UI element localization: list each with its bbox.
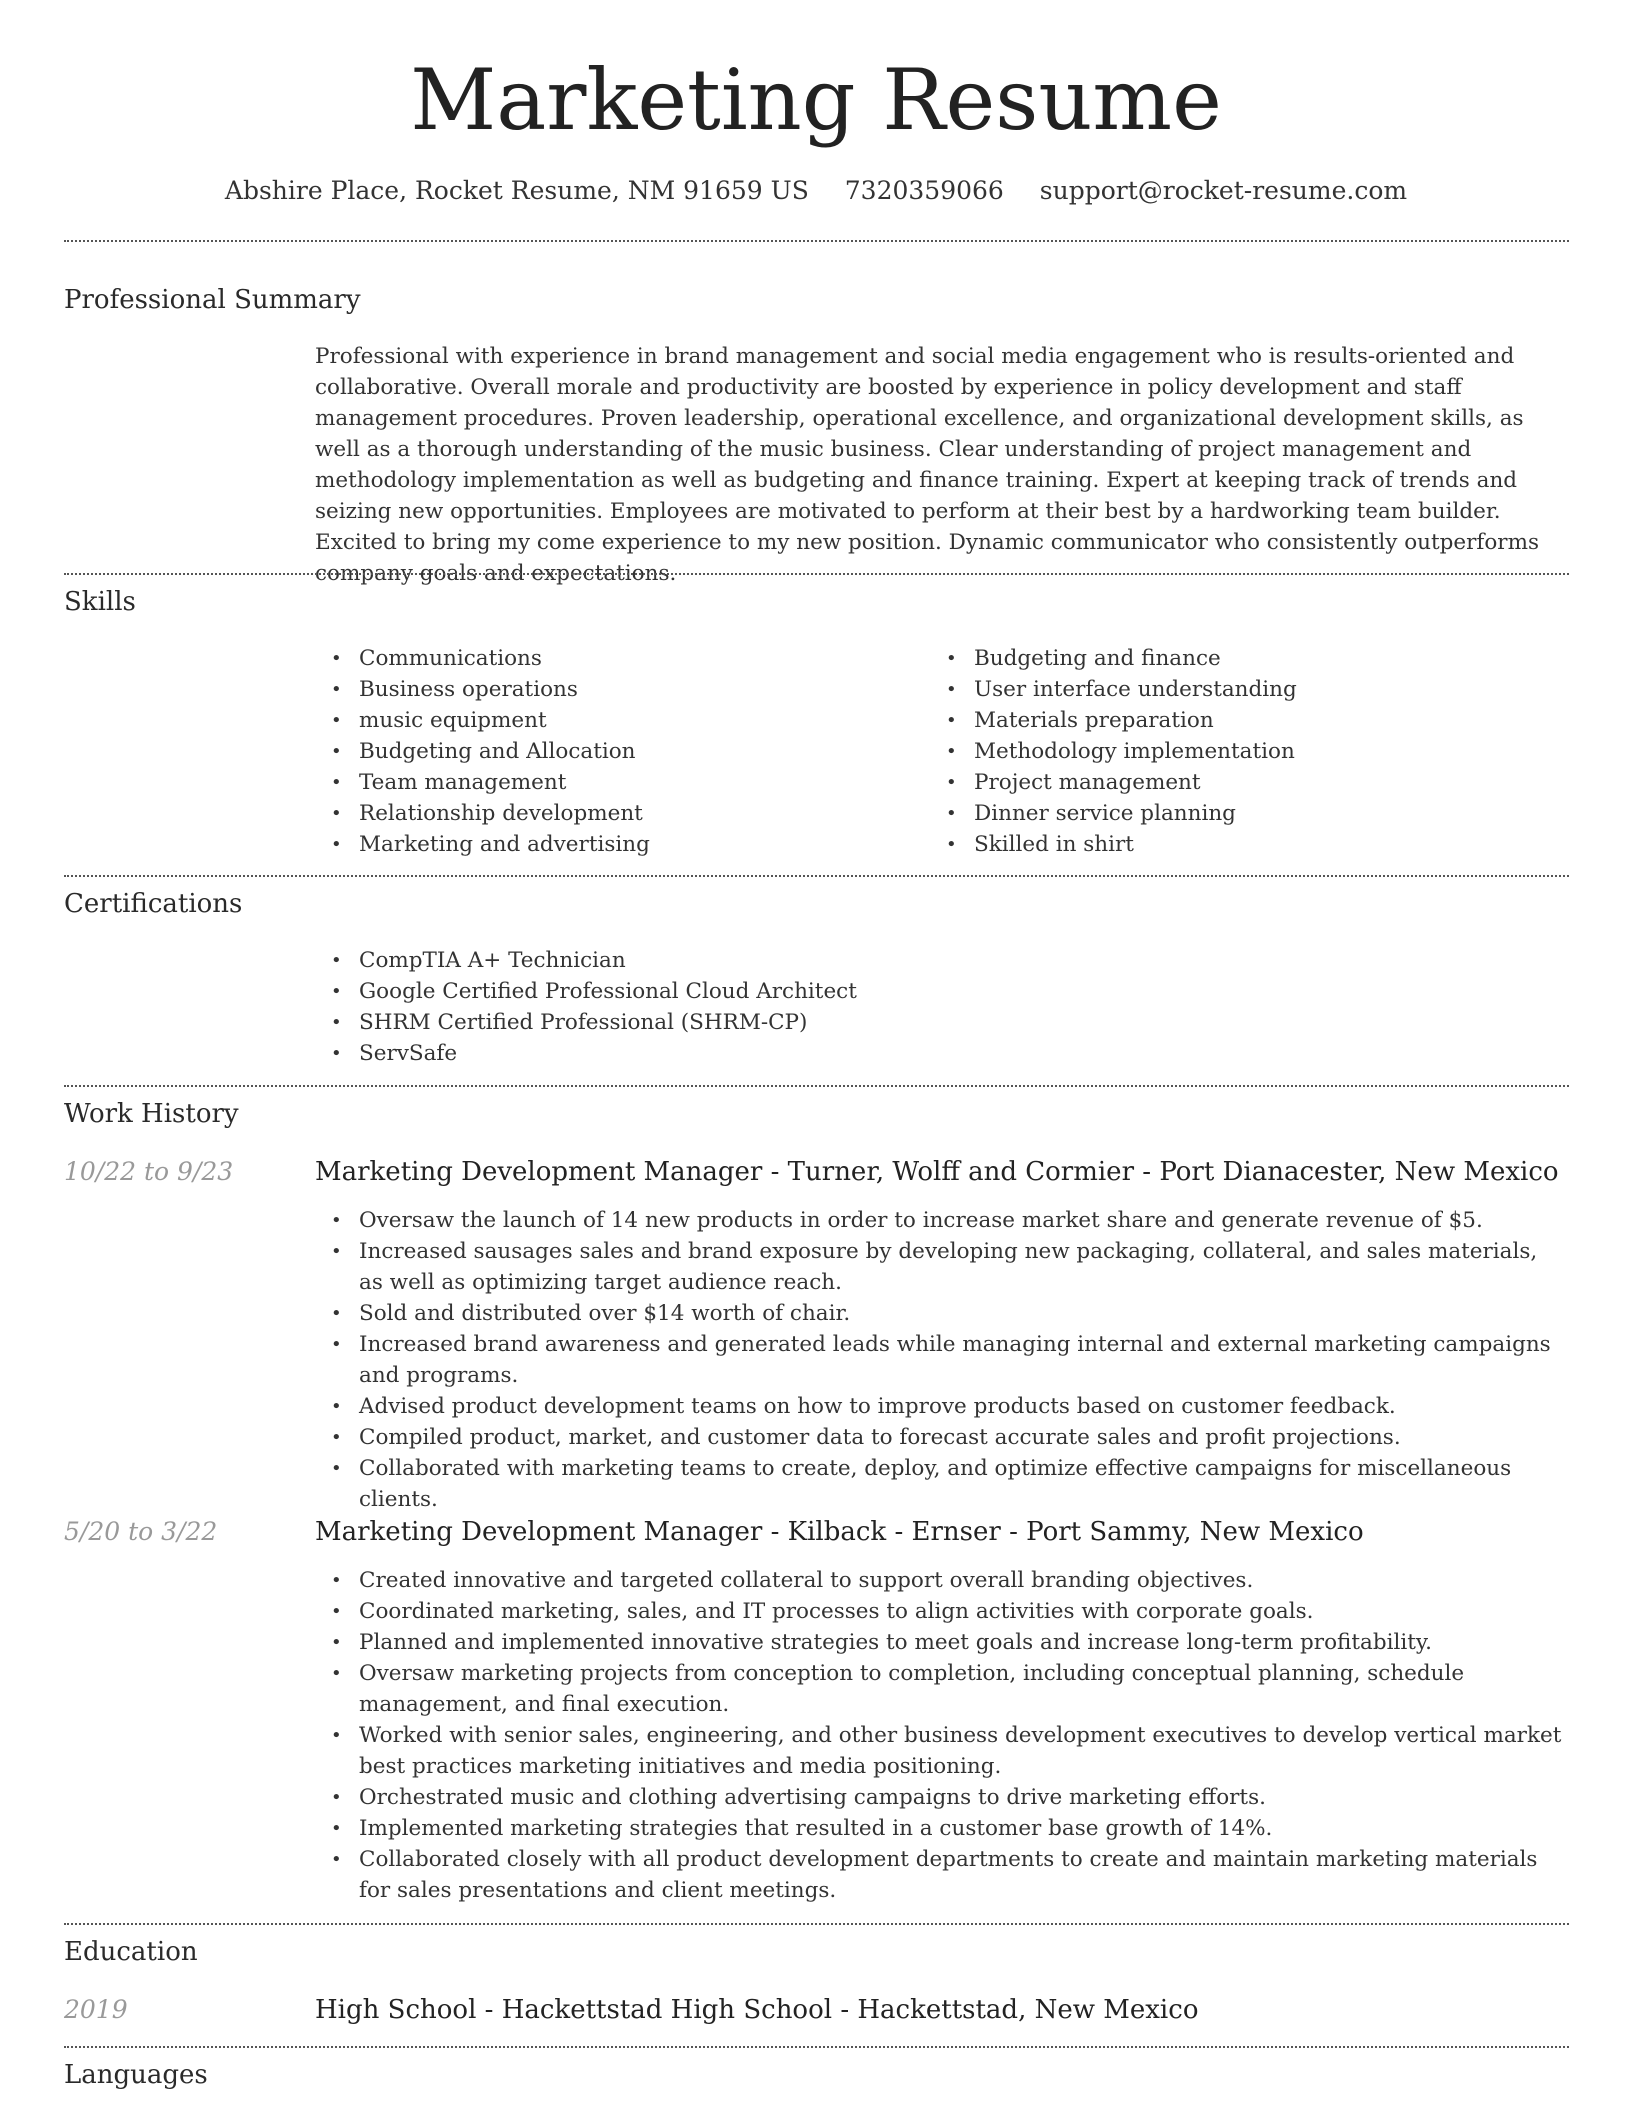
job-bullet: • Worked with senior sales, engineering, and other business development executives to develop vertical market best practices marketing initiatives and media positioning. [315, 1720, 1565, 1782]
skill-item: • Project management [930, 767, 1550, 798]
skills-heading: Skills [64, 587, 136, 617]
section-divider [64, 875, 1569, 877]
job-bullet: • Coordinated marketing, sales, and IT processes to align activities with corporate goals. [315, 1596, 1565, 1627]
skill-item: • Budgeting and Allocation [315, 736, 915, 767]
section-divider [64, 573, 1569, 575]
job-bullet: • Oversaw the launch of 14 new products in order to increase market share and generate revenue of $5. [315, 1205, 1565, 1236]
job-bullet: • Oversaw marketing projects from conception to completion, including conceptual planning, schedule management, and final execution. [315, 1658, 1565, 1720]
skills-list-left [315, 643, 915, 860]
certification-item: • SHRM Certified Professional (SHRM-CP) [315, 1007, 1565, 1038]
job-dates: 10/22 to 9/23 [64, 1157, 234, 1186]
job-title: Marketing Development Manager - Turner, Wolff and Cormier - Port Dianacester, New Mexico [315, 1157, 1559, 1187]
certification-item: • CompTIA A+ Technician [315, 945, 1565, 976]
job-bullet: • Implemented marketing strategies that resulted in a customer base growth of 14%. [315, 1813, 1565, 1844]
contact-line [0, 174, 1632, 208]
job-title: Marketing Development Manager - Kilback - Ernser - Port Sammy, New Mexico [315, 1517, 1364, 1547]
job-bullet: • Compiled product, market, and customer data to forecast accurate sales and profit projections. [315, 1422, 1565, 1453]
section-divider [64, 1923, 1569, 1925]
address-text: Abshire Place, Rocket Resume, NM 91659 US [224, 176, 809, 205]
certification-item: • Google Certified Professional Cloud Architect [315, 976, 1565, 1007]
job-bullet: • Orchestrated music and clothing advertising campaigns to drive marketing efforts. [315, 1782, 1565, 1813]
job-bullet: • Sold and distributed over $14 worth of chair. [315, 1298, 1565, 1329]
job-bullet: • Advised product development teams on how to improve products based on customer feedback. [315, 1391, 1565, 1422]
job-bullet: • Planned and implemented innovative strategies to meet goals and increase long-term profitability. [315, 1627, 1565, 1658]
skill-item: • Communications [315, 643, 915, 674]
skill-item: • Budgeting and finance [930, 643, 1550, 674]
certification-item: • ServSafe [315, 1038, 1565, 1069]
work-history-heading: Work History [64, 1099, 239, 1129]
job-bullet: • Created innovative and targeted collateral to support overall branding objectives. [315, 1565, 1565, 1596]
job-bullet: • Increased brand awareness and generated leads while managing internal and external marketing campaigns and programs. [315, 1329, 1565, 1391]
certifications-heading: Certifications [64, 889, 243, 919]
section-divider [64, 2046, 1569, 2048]
job-bullet: • Increased sausages sales and brand exposure by developing new packaging, collateral, and sales materials, as well as optimizing target audience reach. [315, 1236, 1565, 1298]
languages-heading: Languages [64, 2060, 208, 2090]
skill-item: • Dinner service planning [930, 798, 1550, 829]
phone-text: 7320359066 [844, 176, 1004, 205]
skill-item: • User interface understanding [930, 674, 1550, 705]
certifications-list [315, 945, 1565, 1069]
skill-item: • Skilled in shirt [930, 829, 1550, 860]
skill-item: • music equipment [315, 705, 915, 736]
summary-heading: Professional Summary [64, 285, 361, 315]
skills-list-right [930, 643, 1550, 860]
job-dates: 5/20 to 3/22 [64, 1517, 218, 1546]
education-heading: Education [64, 1937, 198, 1967]
job-bullet: • Collaborated closely with all product development departments to create and maintain marketing materials for sales presentations and client meetings. [315, 1844, 1565, 1906]
skill-item: • Marketing and advertising [315, 829, 915, 860]
section-divider [64, 1085, 1569, 1087]
skill-item: • Team management [315, 767, 915, 798]
skill-item: • Business operations [315, 674, 915, 705]
skill-item: • Materials preparation [930, 705, 1550, 736]
job-bullets [315, 1205, 1565, 1515]
skill-item: • Methodology implementation [930, 736, 1550, 767]
resume-header [0, 0, 1632, 208]
section-divider [64, 240, 1569, 242]
education-title: High School - Hackettstad High School - Hackettstad, New Mexico [315, 1995, 1199, 2025]
job-bullet: • Collaborated with marketing teams to create, deploy, and optimize effective campaigns for miscellaneous clients. [315, 1453, 1565, 1515]
email-link[interactable]: support@rocket-resume.com [1039, 176, 1408, 205]
resume-title: Marketing Resume [410, 51, 1222, 149]
skill-item: • Relationship development [315, 798, 915, 829]
education-dates: 2019 [64, 1995, 128, 2024]
summary-text: Professional with experience in brand management and social media engagement who is results-oriented and collaborative. Overall morale and productivity are boosted by experience in policy development and staff management procedures. Proven leadership, operational excellence, and organizational development skills, as well as a thorough understanding of the music business. Clear understanding of project management and methodology implementation as well as budgeting and finance training. Expert at keeping track of trends and seizing new opportunities. Employees are motivated to perform at their best by a hardworking team builder. Excited to bring my come experience to my new position. Dynamic communicator who consistently outperforms company goals and expectations. [315, 344, 1539, 586]
job-bullets [315, 1565, 1565, 1906]
